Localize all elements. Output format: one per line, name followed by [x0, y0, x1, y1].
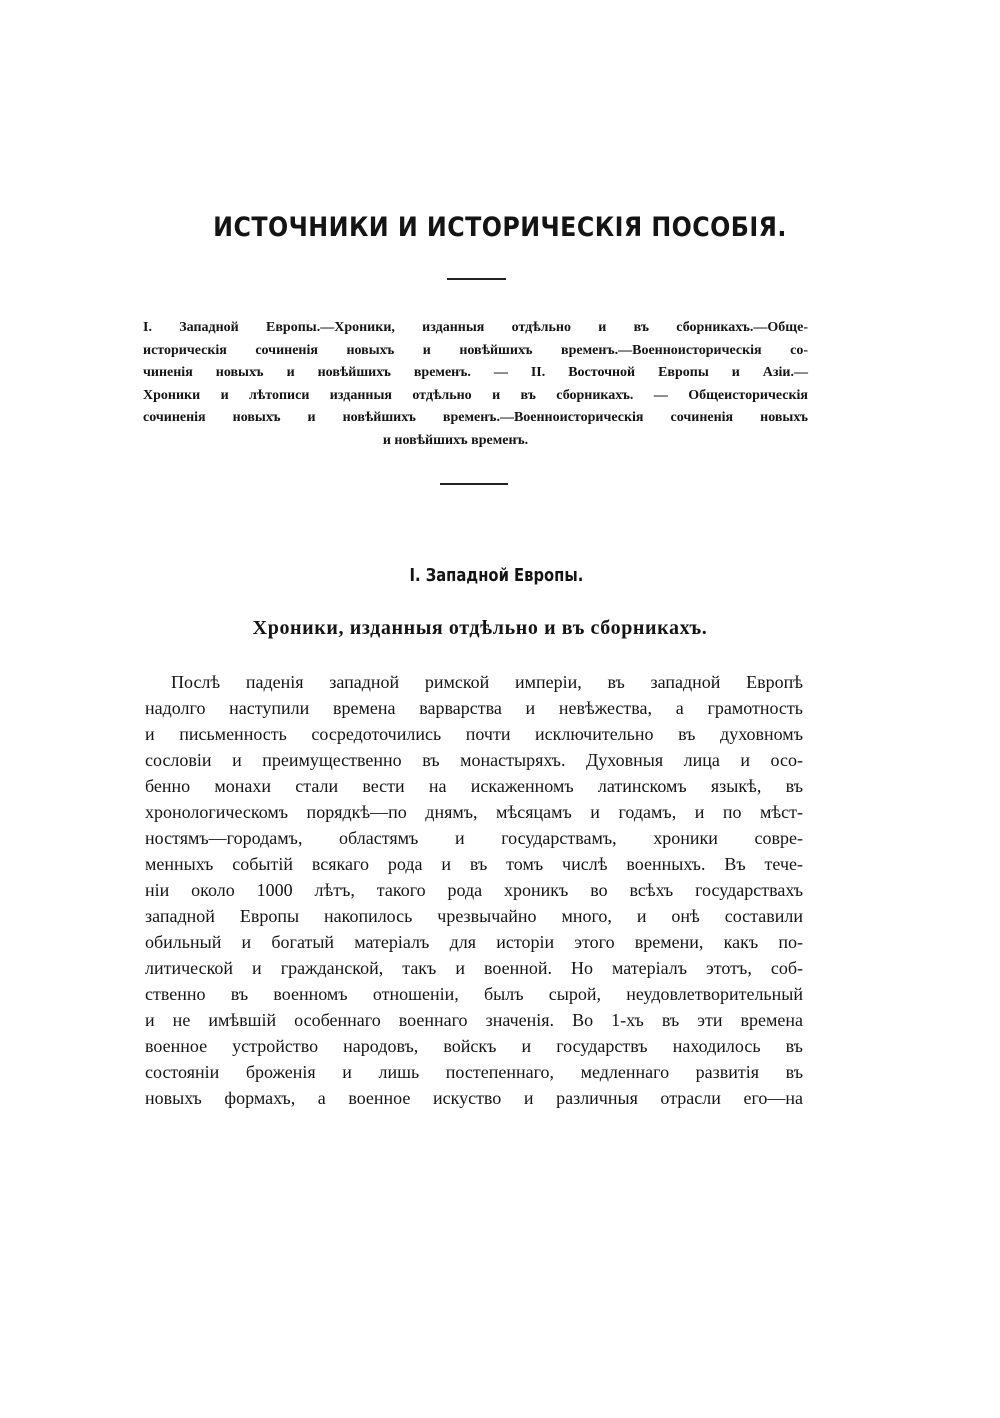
title-divider	[447, 278, 506, 280]
summary-line: историческія сочиненія новыхъ и новѣйшихъ временъ.—Военноисторическія со-	[143, 342, 808, 358]
body-line: военное устройство народовъ, войскъ и государствъ находилось въ	[145, 1036, 803, 1056]
section-heading: I. Западной Европы.	[409, 565, 584, 586]
body-line: и письменность сосредоточились почти исключительно въ духовномъ	[145, 724, 803, 744]
summary-line: и новѣйшихъ временъ.	[382, 432, 529, 448]
body-line: ственно въ военномъ отношеніи, былъ сырой, неудовлетворительный	[145, 984, 803, 1004]
body-line: ніи около 1000 лѣтъ, такого рода хроникъ во всѣхъ государствахъ	[145, 880, 803, 900]
body-line: Послѣ паденія западной римской имперіи, въ западной Европѣ	[171, 672, 803, 692]
chapter-summary	[143, 317, 808, 452]
subsection-heading: Хроники, изданныя отдѣльно и въ сборникахъ.	[252, 617, 708, 639]
body-line: западной Европы накопилось чрезвычайно много, и онѣ составили	[145, 906, 803, 926]
body-line: надолго наступили времена варварства и невѣжества, а грамотность	[145, 698, 803, 718]
summary-line: сочиненія новыхъ и новѣйшихъ временъ.—Военноисторическія сочиненія новыхъ	[143, 410, 808, 425]
body-paragraph	[145, 669, 803, 1111]
summary-line: чиненія новыхъ и новѣйшихъ временъ. — II. Восточной Европы и Азіи.—	[143, 365, 808, 380]
body-line: состояніи броженія и лишь постепеннаго, медленнаго развитія въ	[145, 1062, 803, 1082]
body-line: литической и гражданской, такъ и военной. Но матеріалъ этотъ, соб-	[145, 958, 803, 978]
summary-line: I. Западной Европы.—Хроники, изданныя отдѣльно и въ сборникахъ.—Обще-	[143, 320, 808, 335]
body-line: менныхъ событій всякаго рода и въ томъ числѣ военныхъ. Въ тече-	[145, 854, 803, 874]
body-line: новыхъ формахъ, а военное искуство и различныя отрасли его—на	[145, 1088, 803, 1108]
body-line: и не имѣвшій особеннаго военнаго значенія. Во 1-хъ въ эти времена	[145, 1010, 803, 1030]
body-line: хронологическомъ порядкѣ—по днямъ, мѣсяцамъ и годамъ, и по мѣст-	[145, 802, 803, 822]
summary-divider	[440, 483, 508, 485]
page-title: ИСТОЧНИКИ И ИСТОРИЧЕСКІЯ ПОСОБІЯ.	[213, 212, 787, 243]
body-line: сословіи и преимущественно въ монастыряхъ. Духовныя лица и осо-	[145, 750, 803, 770]
body-line: ностямъ—городамъ, областямъ и государствамъ, хроники совре-	[145, 828, 803, 848]
body-line: обильный и богатый матеріалъ для исторіи этого времени, какъ по-	[145, 932, 803, 952]
summary-line: Хроники и лѣтописи изданныя отдѣльно и въ сборникахъ. — Общеисторическія	[143, 387, 808, 403]
body-line: бенно монахи стали вести на искаженномъ латинскомъ языкѣ, въ	[145, 776, 803, 796]
